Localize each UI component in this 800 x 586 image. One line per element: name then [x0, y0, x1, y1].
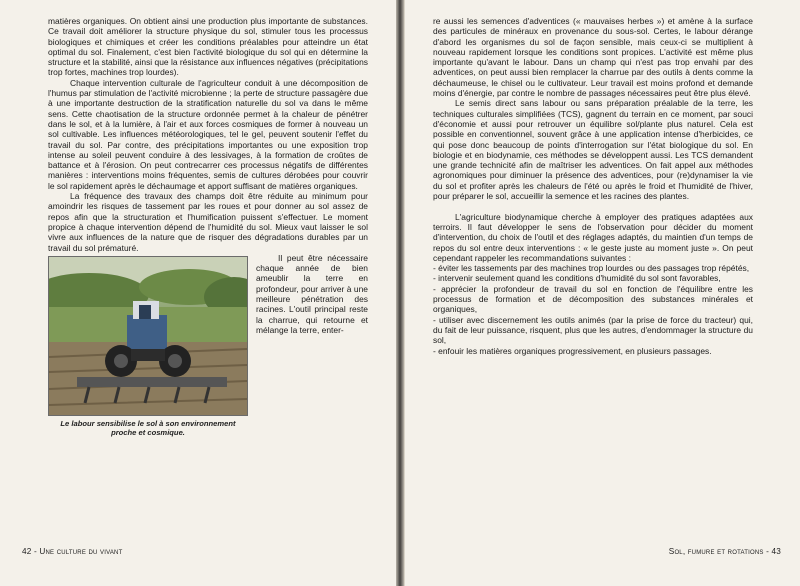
tractor-illustration — [49, 257, 247, 415]
running-title: Sol, fumure et rotations — [668, 547, 764, 556]
page-footer-right: Sol, fumure et rotations - 43 — [668, 547, 781, 556]
list-item: - apprécier la profondeur de travail du sol en fonction de l'équilibre entre les processus de formation et de décomposition des substances minérales et organiques, — [433, 283, 753, 315]
tractor-photo-block — [48, 256, 248, 438]
paragraph: Le semis direct sans labour ou sans préparation préalable de la terre, les techniques culturales simplifiées (TCS), gagnent du terrain en ce moment, par souci d'économie et aussi pour retrouver un équilibre sol/plante plus naturel. Cela est possible en conventionnel, souvent grâce à une application intense d'herbicides, ce qui pose donc beaucoup de points d'interrogation sur l'état biologique du sol. En biologie et en biodynamie, ces méthodes se développent aussi. Les TCS demandent une grande technicité afin de maîtriser les adventices. On fait appel aux méthodes agronomiques pour diminuer la présence des adventices, pour (re)dynamiser la vie du sol et profiter après les chaleurs de l'été ou après le froid et l'humidité de l'hiver, pour préparer le sol, accueillir la semence et les racines des plantes. — [433, 98, 753, 202]
page-footer-left: 42 - Une culture du vivant — [22, 547, 123, 556]
list-item: - enfouir les matières organiques progressivement, en plusieurs passages. — [433, 345, 712, 356]
list-item: - utiliser avec discernement les outils animés (par la prise de force du tracteur) qui, du fait de leur puissance, risquent, plus que les autres, d'endommager la structure du sol, — [433, 314, 753, 346]
paragraph: re aussi les semences d'adventices (« mauvaises herbes ») et amène à la surface des particules de minéraux en provenance du sous-sol. Certes, le labour dérange d'abord les organismes du sol de façon sensible, mais ceux-ci se multiplient à nouveau rapidement lorsque les conditions sont propices. L'activité est même plus importante qu'avant le labour. Dans un champ qui n'est pas trop envahi par des adventices, on peut aussi bien remplacer la charrue par des outils à dents comme la déchaumeuse, le chisel ou le cultivateur. Leur travail est moins profond et demande moins d'énergie, par contre le nombre de passages nécessaires peut être plus élevé. — [433, 16, 753, 99]
left-page-text — [48, 16, 368, 440]
page-number: 43 — [771, 547, 781, 556]
photo-caption: Le labour sensibilise le sol à son environnement proche et cosmique. — [60, 418, 236, 438]
paragraph: Chaque intervention culturale de l'agriculteur conduit à une décomposition de l'humus par stimulation de l'activité microbienne ; la perte de structure passagère due à une importante destruction de la stratification naturelle du sol va dans le même sens. Cette chaotisation de la structure ordonnée permet à la chaleur de pénétrer dans le sol, et à la lumière, à l'air et aux forces cosmiques de former à nouveau un sol cultivable. Les influences météorologiques, tel le gel, peuvent soutenir l'effet du travail du sol. Par contre, des précipitations importantes ou une exposition trop intense au soleil peuvent conduire à des lessivages, à la formation de croûtes de battance et à l'érosion. On peut contrecarrer ces processus négatifs de différentes manières : interventions moins fréquentes, semis de cultures dérobées pour couvrir le sol rapidement après le déchaumage et apport suffisant de matières organiques. — [48, 77, 368, 191]
paragraph: matières organiques. On obtient ainsi une production plus importante de substances. Ce travail doit améliorer la structure physique du sol, stimuler tous les processus biologiques et chimiques et créer les conditions préalables pour atteindre un état optimal du sol. Finalement, c'est bien l'activité biologique du sol qui en détermine la structure et la stabilité, ainsi que la résistance aux influences négatives (précipitations trop fortes, machines trop lourdes). — [48, 16, 368, 78]
running-title: Une culture du vivant — [39, 547, 123, 556]
list-item: - intervenir seulement quand les conditions d'humidité du sol sont favorables, — [433, 273, 721, 284]
list-item: - éviter les tassements par des machines trop lourdes ou des passages trop répétés, — [433, 263, 750, 274]
tractor-plowing-photo — [48, 256, 248, 416]
left-page — [0, 0, 397, 586]
paragraph: L'agriculture biodynamique cherche à employer des pratiques adaptées aux terroirs. Il faut développer le sens de l'observation pour décider du moment d'intervention, du choix de l'outil et des réglages adaptés, du maintien d'un temps de repos du sol entre deux interventions : « le geste juste au moment juste ». On peut cependant rappeler les recommandations suivantes : — [433, 211, 753, 263]
book-gutter — [396, 0, 404, 586]
paragraph: La fréquence des travaux des champs doit être réduite au minimum pour amoindrir les risques de tassement par les roues et pour donner au sol assez de repos afin que la structuration et l'humification puissent s'effectuer. Le moment propice à chaque intervention dépend de l'humidité du sol. Mieux vaut laisser le sol vivre aux influences de la nature que de risquer des dégradations durables par un travail du sol prématuré. — [48, 191, 368, 253]
right-page-text — [433, 16, 753, 356]
page-number: 42 — [22, 547, 32, 556]
recommendations-list — [433, 263, 753, 356]
right-page — [404, 0, 800, 586]
paragraph: Il peut être nécessaire chaque année de bien ameublir la terre en profondeur, pour arriver à une meilleure pénétration des racines. L'outil principal reste la charrue, qui retourne et mélange la terre, enter- — [256, 252, 368, 335]
